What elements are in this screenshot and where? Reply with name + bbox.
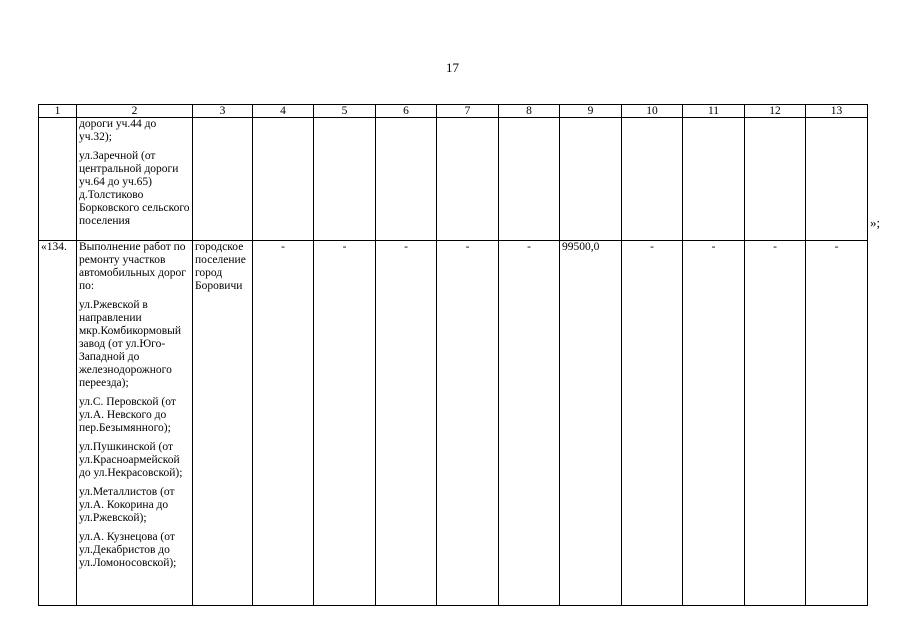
header-cell: 3 — [193, 105, 253, 118]
table-cell — [193, 118, 253, 241]
description-text: ул.Пушкинской (от ул.Красноармейской до ул.Некрасовской); — [79, 441, 183, 479]
description-cell — [77, 241, 193, 606]
table-cell — [499, 118, 560, 241]
header-cell: 8 — [499, 105, 560, 118]
value-cell: - — [622, 241, 683, 606]
value-cell: - — [253, 241, 314, 606]
value-cell: 99500,0 — [560, 241, 622, 606]
table-cell — [560, 118, 622, 241]
value-cell: - — [806, 241, 868, 606]
header-row — [39, 105, 868, 118]
header-cell: 9 — [560, 105, 622, 118]
row-number-cell — [39, 118, 77, 241]
value-cell: - — [314, 241, 376, 606]
header-cell: 13 — [806, 105, 868, 118]
description-cell — [77, 118, 193, 241]
header-cell: 1 — [39, 105, 77, 118]
page-number: 17 — [446, 60, 459, 75]
header-cell: 11 — [683, 105, 745, 118]
table-cell — [622, 118, 683, 241]
header-cell: 2 — [77, 105, 193, 118]
data-table — [38, 104, 868, 606]
header-cell: 5 — [314, 105, 376, 118]
header-cell: 12 — [745, 105, 806, 118]
table-cell — [314, 118, 376, 241]
table-cell — [806, 118, 868, 241]
value-cell: - — [437, 241, 499, 606]
header-cell: 7 — [437, 105, 499, 118]
description-text: ул.Металлистов (от ул.А. Кокорина до ул.Ржевской); — [79, 486, 175, 524]
description-text: ул.Заречной (от центральной дороги уч.64 до уч.65) д.Толстиково Борковского сельского поселения — [79, 150, 190, 227]
closing-quote-mark: »; — [870, 215, 881, 230]
description-text: ул.А. Кузнецова (от ул.Декабристов до ул.Ломоносовской); — [79, 531, 177, 569]
table-row — [39, 241, 868, 606]
location-cell: городское поселение город Боровичи — [193, 241, 253, 606]
header-cell: 10 — [622, 105, 683, 118]
header-cell: 4 — [253, 105, 314, 118]
description-text: ул.Ржевской в направлении мкр.Комбикормовый завод (от ул.Юго-Западной до железнодорожного переезда); — [79, 299, 182, 389]
table-cell — [376, 118, 437, 241]
value-cell: - — [499, 241, 560, 606]
value-cell: - — [376, 241, 437, 606]
header-cell: 6 — [376, 105, 437, 118]
description-text: ул.С. Перовской (от ул.А. Невского до пер.Безымянного); — [79, 396, 176, 434]
description-text: дороги уч.44 до уч.32); — [79, 118, 157, 143]
value-cell: - — [745, 241, 806, 606]
table-cell — [253, 118, 314, 241]
description-text: Выполнение работ по ремонту участков автомобильных дорог по: — [79, 241, 186, 292]
value-cell: - — [683, 241, 745, 606]
table-cell — [745, 118, 806, 241]
table-row — [39, 118, 868, 241]
row-number-cell: «134. — [39, 241, 77, 606]
table-cell — [437, 118, 499, 241]
table-cell — [683, 118, 745, 241]
